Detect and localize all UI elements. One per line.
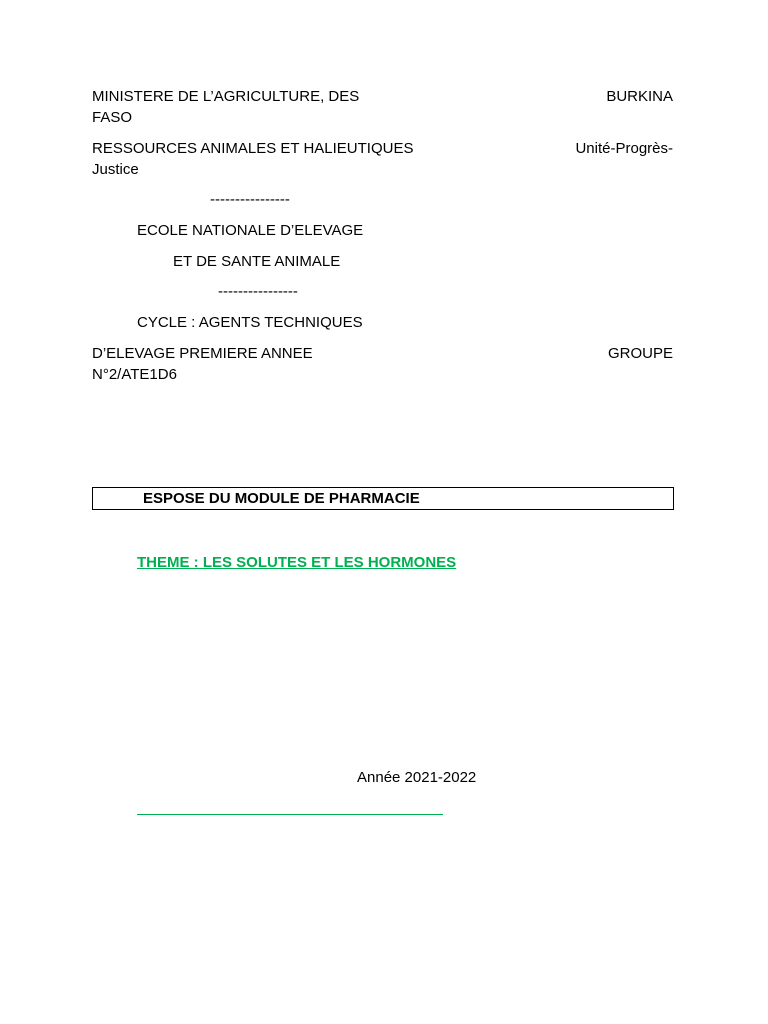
- school-name-line-2: ET DE SANTE ANIMALE: [173, 253, 341, 270]
- ministry-name-part1: MINISTERE DE L’AGRICULTURE, DES: [92, 88, 360, 105]
- theme-title: THEME : LES SOLUTES ET LES HORMONES: [137, 554, 457, 571]
- group-label-part1: GROUPE: [607, 345, 673, 362]
- module-title-box: [92, 487, 674, 510]
- cycle-year: D’ELEVAGE PREMIERE ANNEE: [92, 345, 313, 362]
- ministry-line-2: [92, 138, 673, 180]
- motto-part2: Justice: [92, 161, 139, 178]
- green-divider-line: [137, 814, 443, 815]
- module-title: ESPOSE DU MODULE DE PHARMACIE: [143, 490, 420, 507]
- academic-year: Année 2021-2022: [357, 769, 477, 786]
- country-name-part2: FASO: [92, 109, 133, 126]
- group-label-part2: N°2/ATE1D6: [92, 366, 177, 383]
- motto-part1: Unité-Progrès-: [575, 140, 673, 157]
- separator-1: ----------------: [210, 191, 290, 208]
- cycle-line: CYCLE : AGENTS TECHNIQUES: [137, 314, 363, 331]
- separator-2: ----------------: [218, 283, 298, 300]
- school-name-line-1: ECOLE NATIONALE D’ELEVAGE: [137, 222, 364, 239]
- cycle-continuation: [92, 343, 673, 385]
- ministry-line-1: [92, 86, 673, 128]
- country-name-part1: BURKINA: [606, 88, 673, 105]
- ministry-name-part2: RESSOURCES ANIMALES ET HALIEUTIQUES: [92, 140, 414, 157]
